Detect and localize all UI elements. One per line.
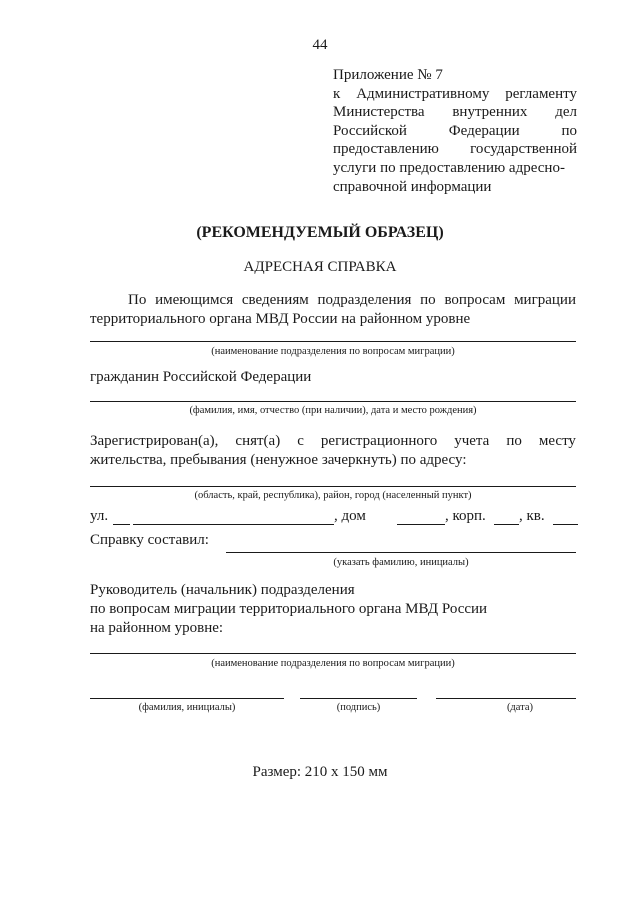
compiled-by-field[interactable] [226,552,576,553]
word: учета [454,433,490,449]
word: Зарегистрирован(а), [90,433,219,449]
citizen-details-field[interactable] [90,401,576,402]
appendix-word: Министерства [333,104,425,121]
appendix-word: внутренних [452,104,528,121]
signature-caption: (подпись) [336,702,381,713]
head-unit-caption: (наименование подразделения по вопросам миграции) [211,658,455,669]
appendix-line [333,103,577,122]
street-field-long[interactable] [133,524,334,525]
region-caption: (область, край, республика), район, город (населенный пункт) [194,490,472,501]
appendix-line [333,122,577,141]
word: месту [538,433,576,449]
registration-line-2: жительства, пребывания (ненужное зачеркнуть) по адресу: [90,452,467,468]
appendix-line [333,159,577,178]
street-label: ул. [90,508,109,524]
apartment-field[interactable] [553,524,578,525]
intro-line-1 [128,292,576,309]
apartment-label: , кв. [519,508,545,524]
appendix-word: Федерации [448,122,520,139]
appendix-line [333,66,577,85]
appendix-word: Административному [356,85,490,102]
date-field[interactable] [436,698,576,699]
unit-name-field[interactable] [90,341,576,342]
name-caption: (фамилия, инициалы) [138,702,236,713]
appendix-word: регламенту [505,85,577,102]
registration-line-1 [90,433,576,450]
appendix-line [333,140,577,159]
street-field[interactable] [113,524,130,525]
appendix-line [333,178,577,197]
recommended-sample-heading: (РЕКОМЕНДУЕМЫЙ ОБРАЗЕЦ) [196,224,444,241]
document-title: АДРЕСНАЯ СПРАВКА [243,259,397,275]
house-label: , дом [334,508,366,524]
appendix-word: услуги по предоставлению адресно- [333,159,565,176]
appendix-word: Приложение № 7 [333,67,443,83]
head-line-3: на районном уровне: [90,620,224,636]
appendix-block [333,66,577,196]
appendix-word: предоставлению [333,141,439,158]
size-note: Размер: 210 х 150 мм [252,764,388,780]
appendix-word: государственной [470,141,577,158]
citizen-label: гражданин Российской Федерации [90,369,312,385]
head-line-2: по вопросам миграции территориального органа МВД России [90,601,488,617]
intro-line-2: территориального органа МВД России на районном уровне [90,311,471,327]
citizen-details-caption: (фамилия, имя, отчество (при наличии), дата и место рождения) [189,405,477,416]
word: по [506,433,522,449]
appendix-word: дел [555,104,577,121]
word: миграции [514,292,576,308]
word: регистрационного [320,433,438,449]
house-field[interactable] [397,524,445,525]
word: снят(а) [235,433,281,449]
compiled-by-caption: (указать фамилию, инициалы) [333,557,469,568]
word: по [420,292,436,308]
head-unit-field[interactable] [90,653,576,654]
head-line-1: Руководитель (начальник) подразделения [90,582,355,598]
appendix-line [333,85,577,104]
compiled-by-label: Справку составил: [90,532,209,548]
word: сведениям [241,292,309,308]
region-field[interactable] [90,486,576,487]
appendix-word: по [561,122,577,139]
word: По [128,292,147,308]
word: подразделения [317,292,412,308]
appendix-word: к [333,85,341,102]
page-number: 44 [312,37,328,53]
unit-name-caption: (наименование подразделения по вопросам миграции) [211,346,455,357]
word: вопросам [444,292,506,308]
appendix-word: справочной информации [333,178,492,195]
appendix-word: Российской [333,122,407,139]
word: с [297,433,304,449]
date-caption: (дата) [506,702,534,713]
word: имеющимся [155,292,234,308]
building-field[interactable] [494,524,519,525]
signature-field[interactable] [300,698,417,699]
building-label: , корп. [445,508,486,524]
name-field[interactable] [90,698,284,699]
